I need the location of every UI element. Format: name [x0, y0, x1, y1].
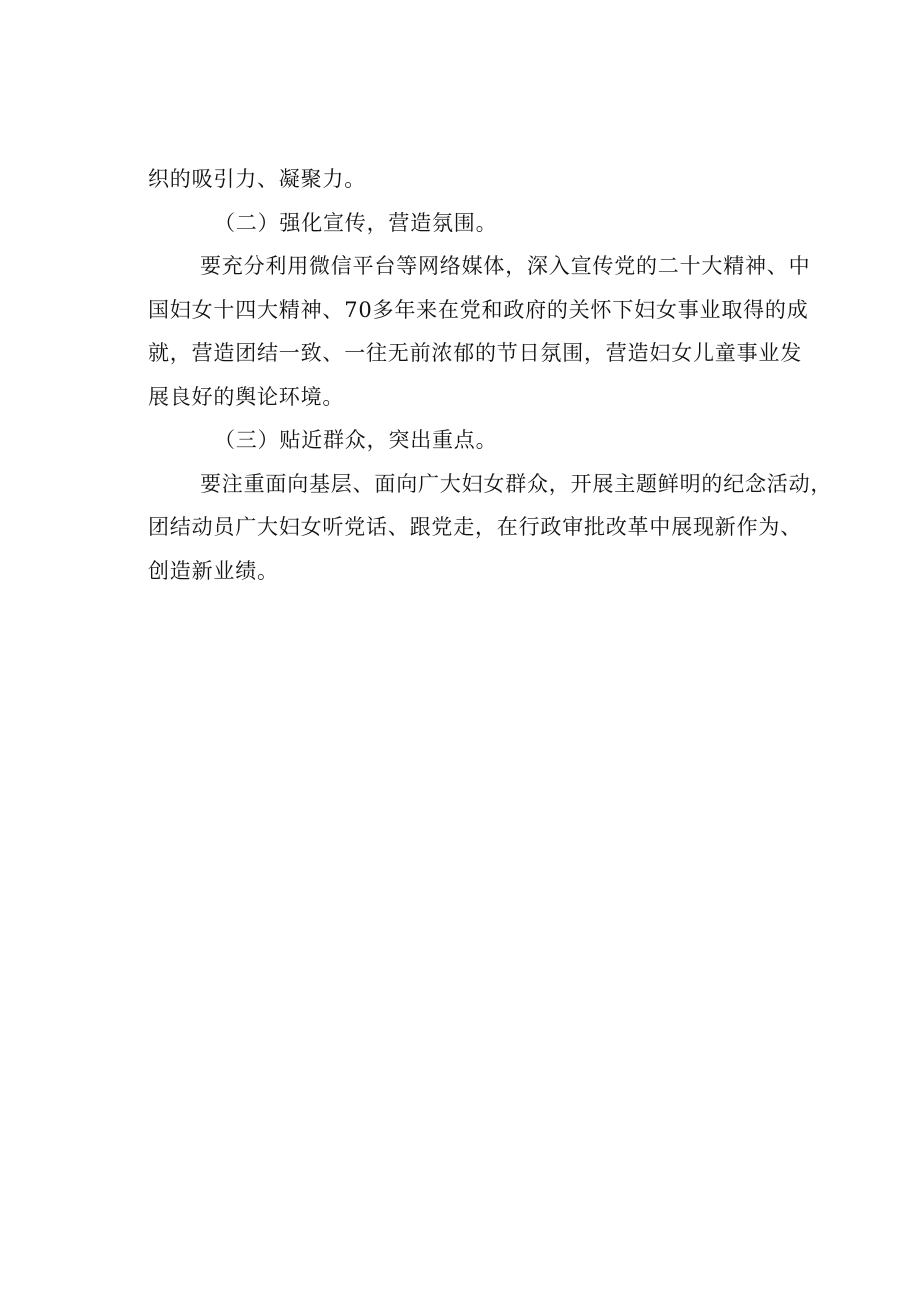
text-line: 就，营造团结一致、一往无前浓郁的节日氛围，营造妇女儿童事业发	[148, 341, 802, 365]
text-line: 要充分利用微信平台等网络媒体，深入宣传党的二十大精神、中	[200, 254, 811, 278]
paragraph-grassroots	[148, 463, 833, 594]
text-line: 团结动员广大妇女听党话、跟党走，在行政审批改革中展现新作为、	[148, 515, 802, 539]
text-line: 创造新业绩。	[148, 558, 279, 583]
section-heading-3	[148, 419, 802, 463]
text-line: 要注重面向基层、面向广大妇女群众，开展主题鲜明的纪念活动，	[200, 471, 833, 496]
section-heading-2	[148, 202, 802, 246]
document-body	[148, 158, 833, 593]
text-line: 展良好的舆论环境。	[148, 384, 345, 409]
text-line: 国妇女十四大精神、70多年来在党和政府的关怀下妇女事业取得的成	[148, 297, 809, 322]
paragraph-publicity	[148, 245, 811, 419]
paragraph-continuation	[148, 158, 802, 202]
heading-text: （三）贴近群众，突出重点。	[214, 428, 498, 452]
heading-text: （二）强化宣传，营造氛围。	[214, 210, 498, 235]
text-line: 织的吸引力、凝聚力。	[148, 167, 366, 191]
